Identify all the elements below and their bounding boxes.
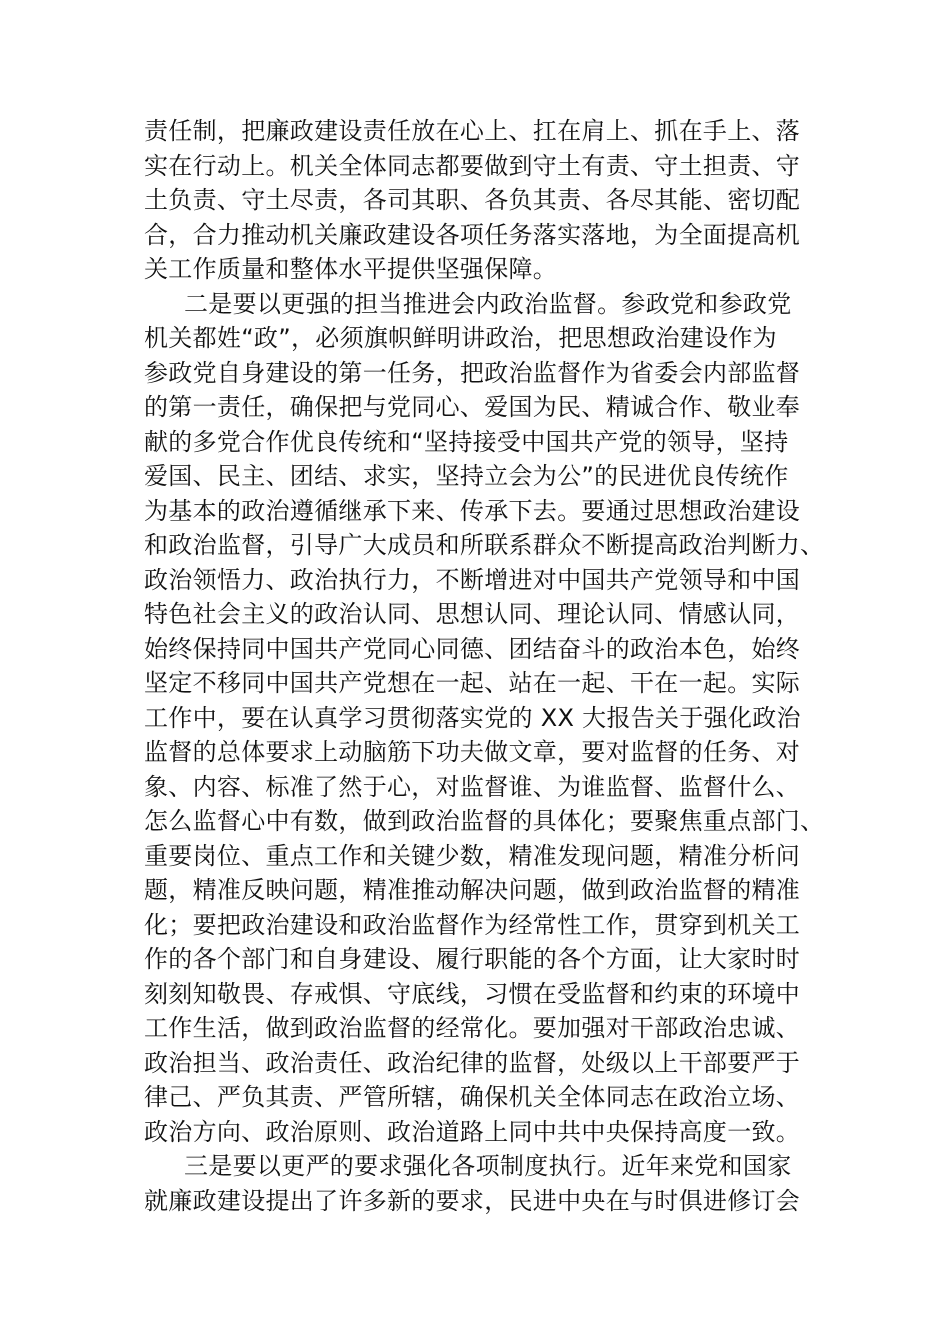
text-line: 关工作质量和整体水平提供坚强保障。 xyxy=(144,255,558,283)
text-line: 土负责、守土尽责，各司其职、各负其责、各尽其能、密切配 xyxy=(144,186,801,214)
text-line: 作的各个部门和自身建设、履行职能的各个方面，让大家时时 xyxy=(144,945,801,973)
text-line: 律己、严负其责、严管所辖，确保机关全体同志在政治立场、 xyxy=(144,1083,801,1111)
text-line: 特色社会主义的政治认同、思想认同、理论认同、情感认同， xyxy=(144,600,801,628)
text-line: 爱国、民主、团结、求实，坚持立会为公”的民进优良传统作 xyxy=(144,462,789,490)
paragraph-start-line: 二是要以更强的担当推进会内政治监督。参政党和参政党 xyxy=(184,289,792,318)
text-line: 监督的总体要求上动脑筋下功夫做文章，要对监督的任务、对 xyxy=(144,738,801,766)
text-line: 重要岗位、重点工作和关键少数，精准发现问题，精准分析问 xyxy=(144,841,801,870)
text-line: 实在行动上。机关全体同志都要做到守土有责、守土担责、守 xyxy=(144,151,801,180)
text-line: 题，精准反映问题，精准推动解决问题，做到政治监督的精准 xyxy=(144,876,801,904)
text-line: 参政党自身建设的第一任务，把政治监督作为省委会内部监督 xyxy=(144,358,801,387)
text-line: 化；要把政治建设和政治监督作为经常性工作，贯穿到机关工 xyxy=(144,910,801,939)
text-line: 始终保持同中国共产党同心同德、团结奋斗的政治本色，始终 xyxy=(144,634,801,663)
text-line: 就廉政建设提出了许多新的要求，民进中央在与时俱进修订会 xyxy=(144,1186,801,1215)
text-line: 机关都姓“政”，必须旗帜鲜明讲政治，把思想政治建设作为 xyxy=(144,324,777,352)
text-line: 为基本的政治遵循继承下来、传承下去。要通过思想政治建设 xyxy=(144,496,801,525)
text-line: 合，合力推动机关廉政建设各项任务落实落地，为全面提高机 xyxy=(144,220,801,249)
text-line: 坚定不移同中国共产党想在一起、站在一起、干在一起。实际 xyxy=(144,669,801,697)
text-line: 政治方向、政治原则、政治道路上同中共中央保持高度一致。 xyxy=(144,1117,801,1146)
text-line: 和政治监督，引导广大成员和所联系群众不断提高政治判断力、 xyxy=(144,531,825,559)
text-line: 献的多党合作优良传统和“坚持接受中国共产党的领导，坚持 xyxy=(144,427,789,456)
text-line: 怎么监督心中有数，做到政治监督的具体化；要聚焦重点部门、 xyxy=(144,807,825,835)
paragraph-start-line: 三是要以更严的要求强化各项制度执行。近年来党和国家 xyxy=(184,1152,792,1180)
text-line: 象、内容、标准了然于心，对监督谁、为谁监督、监督什么、 xyxy=(144,772,801,801)
text-line: 政治领悟力、政治执行力，不断增进对中国共产党领导和中国 xyxy=(144,565,801,594)
text-line: 的第一责任，确保把与党同心、爱国为民、精诚合作、敬业奉 xyxy=(144,393,801,421)
body-text xyxy=(144,114,825,1218)
text-line: 工作中，要在认真学习贯彻落实党的 XX 大报告关于强化政治 xyxy=(144,703,801,732)
text-line: 刻刻知敬畏、存戒惧、守底线，习惯在受监督和约束的环境中 xyxy=(144,979,801,1008)
text-line: 责任制，把廉政建设责任放在心上、扛在肩上、抓在手上、落 xyxy=(144,117,801,145)
text-line: 政治担当、政治责任、政治纪律的监督，处级以上干部要严于 xyxy=(144,1048,801,1077)
text-line: 工作生活，做到政治监督的经常化。要加强对干部政治忠诚、 xyxy=(144,1014,801,1042)
